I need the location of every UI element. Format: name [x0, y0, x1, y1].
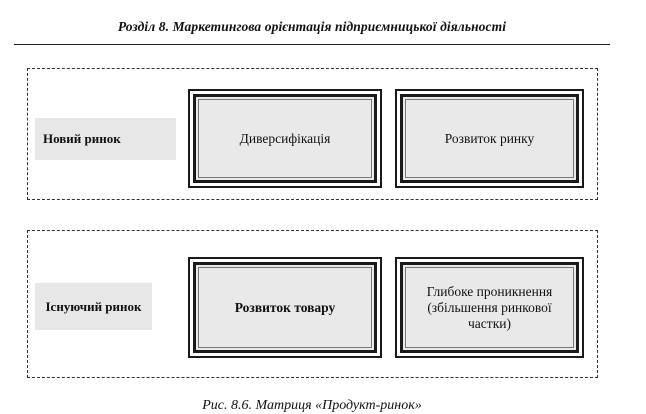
cell-market-development — [395, 89, 584, 188]
cell-diversification-text: Диверсифікація — [193, 94, 377, 183]
row-label-new-market: Новий ринок — [35, 118, 176, 160]
cell-product-development — [188, 257, 382, 358]
row-label-existing-market: Існуючий ринок — [35, 283, 152, 330]
cell-diversification — [188, 89, 382, 188]
header-divider — [14, 44, 610, 45]
page-header: Розділ 8. Маркетингова орієнтація підприємницької діяльності — [117, 19, 507, 34]
cell-product-development-text: Розвиток товару — [193, 262, 377, 353]
figure-caption: Рис. 8.6. Матриця «Продукт-ринок» — [202, 398, 422, 413]
cell-market-penetration — [395, 257, 584, 358]
cell-market-penetration-text: Глибоке проникнення (збільшення ринкової частки) — [400, 262, 579, 353]
cell-market-development-text: Розвиток ринку — [400, 94, 579, 183]
